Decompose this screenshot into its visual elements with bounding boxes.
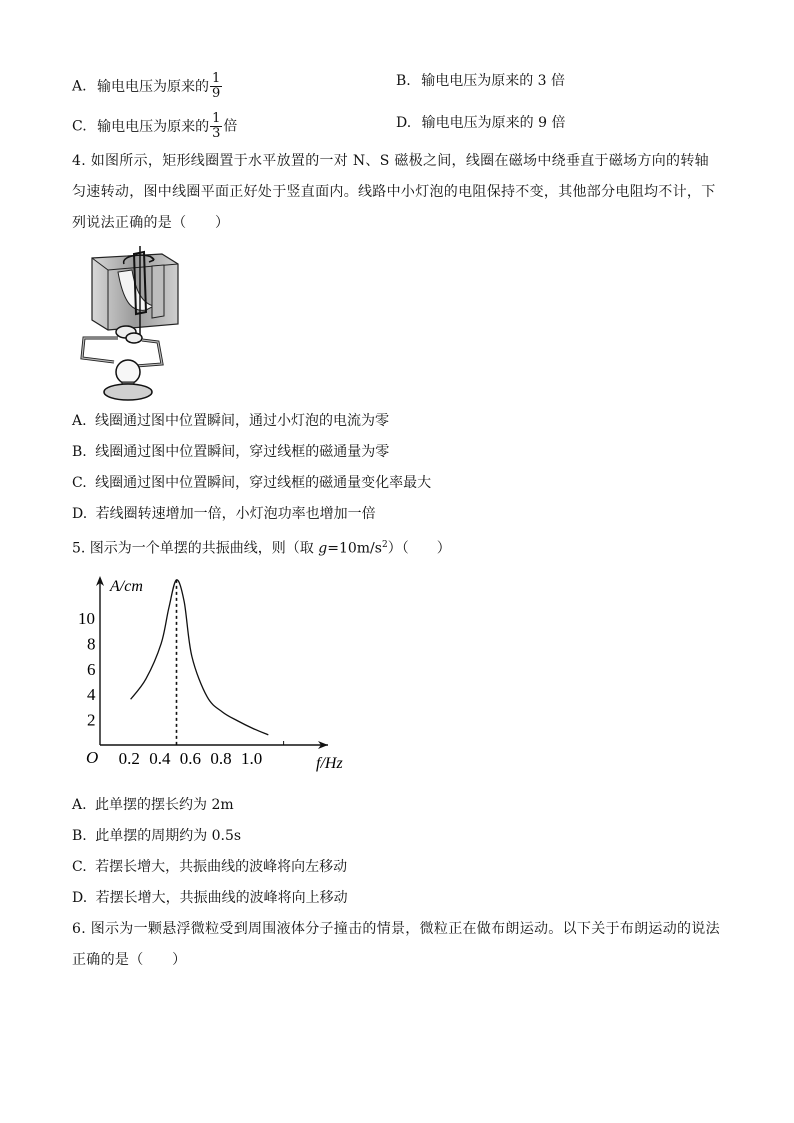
y-tick-label: 8: [87, 634, 96, 654]
option-text: 输电电压为原来的 3 倍: [421, 73, 566, 89]
x-tick-label: 0.4: [149, 749, 171, 768]
option-text: 此单摆的周期约为 0.5s: [95, 828, 242, 844]
q5-stem-paren: ）（ ）: [387, 540, 451, 557]
resonance-curve: [131, 580, 269, 735]
q5-resonance-chart: [78, 570, 368, 776]
q4-option-c: [72, 474, 431, 492]
y-tick-label: 4: [87, 685, 96, 705]
q5-stem-exponent: 2: [381, 540, 388, 550]
q5-stem-text: 5. 图示为一个单摆的共振曲线，则（取: [72, 540, 319, 557]
option-label: B.: [396, 73, 411, 89]
option-label: C.: [72, 118, 87, 135]
option-text: 若摆长增大，共振曲线的波峰将向左移动: [95, 859, 348, 875]
option-text: 线圈通过图中位置瞬间，通过小灯泡的电流为零: [95, 413, 390, 429]
x-tick-label: 0.6: [179, 749, 202, 768]
q4-option-d: [72, 505, 376, 523]
y-tick-label: 2: [87, 710, 96, 730]
q4-option-a: [72, 412, 389, 430]
option-label: C.: [72, 475, 87, 491]
q5-option-b: [72, 827, 241, 845]
fraction-denominator: 9: [212, 86, 221, 101]
option-text: 线圈通过图中位置瞬间，穿过线框的磁通量为零: [95, 444, 390, 460]
q5-stem: [72, 536, 451, 558]
option-text: 线圈通过图中位置瞬间，穿过线框的磁通量变化率最大: [95, 475, 432, 491]
q3-option-b: [396, 72, 565, 90]
y-axis-label: A/cm: [110, 578, 143, 595]
q5-stem-value: =10m/s: [327, 540, 382, 557]
q4-option-b: [72, 443, 389, 461]
fraction: [210, 72, 222, 101]
option-text-suffix: 倍: [223, 118, 238, 135]
origin-label: O: [86, 748, 99, 767]
option-label: A.: [72, 797, 87, 813]
fraction: [210, 112, 222, 141]
q4-stem: 4. 如图所示，矩形线圈置于水平放置的一对 N、S 磁极之间，线圈在磁场中绕垂直于磁场方向的转轴匀速转动，图中线圈平面正好处于竖直面内。线路中小灯泡的电阻保持不变，其他部分电阻均不计，下列说法正确的是（ ）: [72, 153, 716, 231]
fraction-numerator: 1: [212, 111, 221, 126]
option-label: A.: [72, 78, 87, 95]
x-axis-label: f/Hz: [316, 755, 343, 772]
q3-option-a: [72, 72, 223, 101]
option-label: B.: [72, 828, 87, 844]
option-label: B.: [72, 444, 87, 460]
q5-stem-g: g: [318, 540, 328, 557]
option-label: A.: [72, 413, 87, 429]
option-text: 输电电压为原来的: [97, 118, 210, 135]
option-text: 此单摆的摆长约为 2m: [95, 797, 234, 813]
y-tick-label: 10: [78, 609, 95, 628]
option-label: C.: [72, 859, 87, 875]
fraction-numerator: 1: [212, 71, 221, 86]
q3-option-c: [72, 112, 237, 141]
q6-stem: 6. 图示为一颗悬浮微粒受到周围液体分子撞击的情景，微粒正在做布朗运动。以下关于布朗运动的说法正确的是（ ）: [72, 921, 720, 968]
y-tick-label: 6: [87, 659, 96, 679]
option-label: D.: [396, 115, 412, 131]
y-ticks: [78, 609, 96, 730]
q5-option-a: [72, 796, 234, 814]
q5-option-c: [72, 858, 347, 876]
option-text: 输电电压为原来的: [97, 78, 210, 95]
option-label: D.: [72, 890, 88, 906]
x-tick-label: 0.8: [210, 749, 232, 768]
q3-option-d: [396, 114, 565, 132]
x-tick-label: 1.0: [241, 749, 263, 768]
option-text: 若线圈转速增加一倍，小灯泡功率也增加一倍: [95, 506, 376, 522]
option-text: 若摆长增大，共振曲线的波峰将向上移动: [95, 890, 348, 906]
fraction-denominator: 3: [212, 126, 221, 141]
q4-coil-magnet-figure: [74, 246, 184, 404]
x-tick-label: 0.2: [118, 749, 140, 768]
option-text: 输电电压为原来的 9 倍: [421, 115, 566, 131]
q5-option-d: [72, 889, 348, 907]
option-label: D.: [72, 506, 88, 522]
